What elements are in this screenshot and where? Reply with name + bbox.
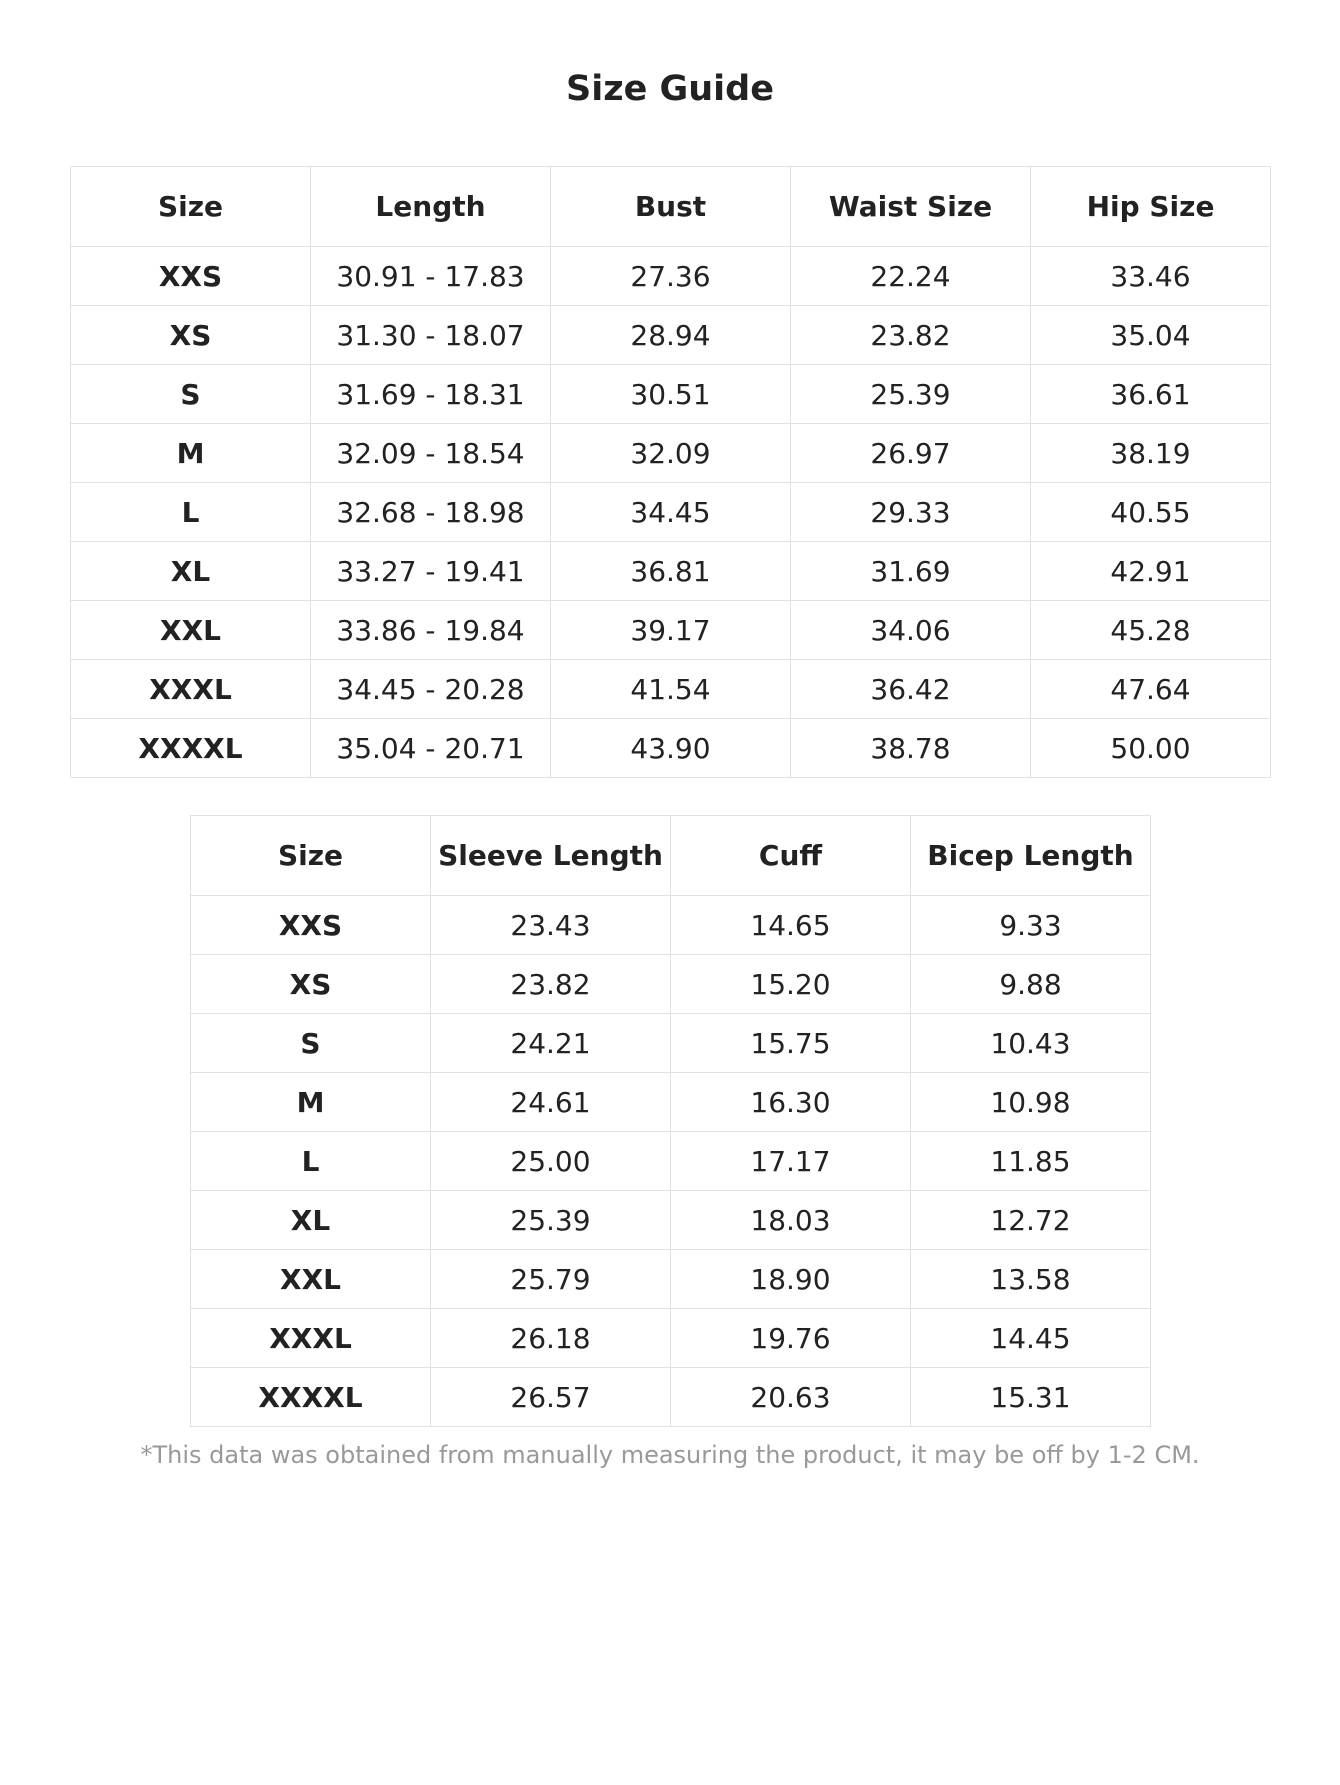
table-row [191, 1368, 1151, 1427]
value-cell: 35.04 [1031, 306, 1271, 365]
value-cell: 33.27 - 19.41 [311, 542, 551, 601]
size-cell: XXXL [71, 660, 311, 719]
value-cell: 9.88 [911, 955, 1151, 1014]
value-cell: 33.86 - 19.84 [311, 601, 551, 660]
size-cell: S [71, 365, 311, 424]
value-cell: 33.46 [1031, 247, 1271, 306]
value-cell: 25.39 [791, 365, 1031, 424]
value-cell: 34.45 - 20.28 [311, 660, 551, 719]
value-cell: 23.82 [791, 306, 1031, 365]
size-cell: XL [71, 542, 311, 601]
sleeve-measurements-table [190, 815, 1151, 1427]
size-cell: XXL [71, 601, 311, 660]
value-cell: 18.03 [671, 1191, 911, 1250]
value-cell: 26.18 [431, 1309, 671, 1368]
column-header: Waist Size [791, 167, 1031, 247]
value-cell: 15.20 [671, 955, 911, 1014]
column-header: Sleeve Length [431, 816, 671, 896]
value-cell: 25.79 [431, 1250, 671, 1309]
value-cell: 9.33 [911, 896, 1151, 955]
column-header: Size [191, 816, 431, 896]
column-header: Length [311, 167, 551, 247]
value-cell: 10.43 [911, 1014, 1151, 1073]
table-row [191, 1250, 1151, 1309]
table-row [71, 660, 1271, 719]
value-cell: 23.43 [431, 896, 671, 955]
column-header: Cuff [671, 816, 911, 896]
table-row [71, 247, 1271, 306]
size-cell: XXXL [191, 1309, 431, 1368]
size-cell: XL [191, 1191, 431, 1250]
value-cell: 40.55 [1031, 483, 1271, 542]
page-title: Size Guide [566, 69, 774, 109]
table-header-row [71, 167, 1271, 247]
table-row [71, 424, 1271, 483]
column-header: Hip Size [1031, 167, 1271, 247]
size-cell: XXXXL [191, 1368, 431, 1427]
size-cell: L [191, 1132, 431, 1191]
table-row [191, 1073, 1151, 1132]
value-cell: 29.33 [791, 483, 1031, 542]
value-cell: 15.75 [671, 1014, 911, 1073]
value-cell: 38.19 [1031, 424, 1271, 483]
value-cell: 16.30 [671, 1073, 911, 1132]
value-cell: 11.85 [911, 1132, 1151, 1191]
value-cell: 36.81 [551, 542, 791, 601]
size-cell: XXS [191, 896, 431, 955]
table-row [191, 955, 1151, 1014]
value-cell: 30.51 [551, 365, 791, 424]
value-cell: 20.63 [671, 1368, 911, 1427]
value-cell: 15.31 [911, 1368, 1151, 1427]
value-cell: 41.54 [551, 660, 791, 719]
value-cell: 14.65 [671, 896, 911, 955]
value-cell: 50.00 [1031, 719, 1271, 778]
column-header: Bust [551, 167, 791, 247]
value-cell: 31.30 - 18.07 [311, 306, 551, 365]
body-measurements-table [70, 166, 1271, 778]
value-cell: 34.06 [791, 601, 1031, 660]
table-row [71, 483, 1271, 542]
value-cell: 32.09 [551, 424, 791, 483]
table-row [191, 1014, 1151, 1073]
table-row [71, 365, 1271, 424]
value-cell: 14.45 [911, 1309, 1151, 1368]
value-cell: 36.42 [791, 660, 1031, 719]
value-cell: 42.91 [1031, 542, 1271, 601]
value-cell: 47.64 [1031, 660, 1271, 719]
value-cell: 26.57 [431, 1368, 671, 1427]
value-cell: 32.68 - 18.98 [311, 483, 551, 542]
value-cell: 18.90 [671, 1250, 911, 1309]
column-header: Size [71, 167, 311, 247]
value-cell: 28.94 [551, 306, 791, 365]
value-cell: 34.45 [551, 483, 791, 542]
table-row [71, 542, 1271, 601]
value-cell: 38.78 [791, 719, 1031, 778]
size-cell: XS [71, 306, 311, 365]
value-cell: 25.00 [431, 1132, 671, 1191]
value-cell: 19.76 [671, 1309, 911, 1368]
table-row [71, 719, 1271, 778]
value-cell: 35.04 - 20.71 [311, 719, 551, 778]
value-cell: 30.91 - 17.83 [311, 247, 551, 306]
table-header-row [191, 816, 1151, 896]
value-cell: 25.39 [431, 1191, 671, 1250]
size-cell: S [191, 1014, 431, 1073]
measurement-disclaimer: *This data was obtained from manually measuring the product, it may be off by 1-2 CM. [140, 1441, 1200, 1469]
table-row [71, 601, 1271, 660]
value-cell: 24.21 [431, 1014, 671, 1073]
value-cell: 27.36 [551, 247, 791, 306]
value-cell: 22.24 [791, 247, 1031, 306]
size-cell: XXL [191, 1250, 431, 1309]
value-cell: 39.17 [551, 601, 791, 660]
value-cell: 43.90 [551, 719, 791, 778]
table-row [191, 896, 1151, 955]
size-cell: XXXXL [71, 719, 311, 778]
value-cell: 23.82 [431, 955, 671, 1014]
value-cell: 31.69 - 18.31 [311, 365, 551, 424]
value-cell: 13.58 [911, 1250, 1151, 1309]
size-cell: L [71, 483, 311, 542]
value-cell: 10.98 [911, 1073, 1151, 1132]
table-row [191, 1132, 1151, 1191]
value-cell: 31.69 [791, 542, 1031, 601]
table-row [191, 1309, 1151, 1368]
size-cell: XS [191, 955, 431, 1014]
value-cell: 26.97 [791, 424, 1031, 483]
size-cell: XXS [71, 247, 311, 306]
table-row [191, 1191, 1151, 1250]
value-cell: 12.72 [911, 1191, 1151, 1250]
value-cell: 36.61 [1031, 365, 1271, 424]
column-header: Bicep Length [911, 816, 1151, 896]
value-cell: 24.61 [431, 1073, 671, 1132]
table-row [71, 306, 1271, 365]
value-cell: 17.17 [671, 1132, 911, 1191]
value-cell: 45.28 [1031, 601, 1271, 660]
size-cell: M [191, 1073, 431, 1132]
value-cell: 32.09 - 18.54 [311, 424, 551, 483]
size-cell: M [71, 424, 311, 483]
